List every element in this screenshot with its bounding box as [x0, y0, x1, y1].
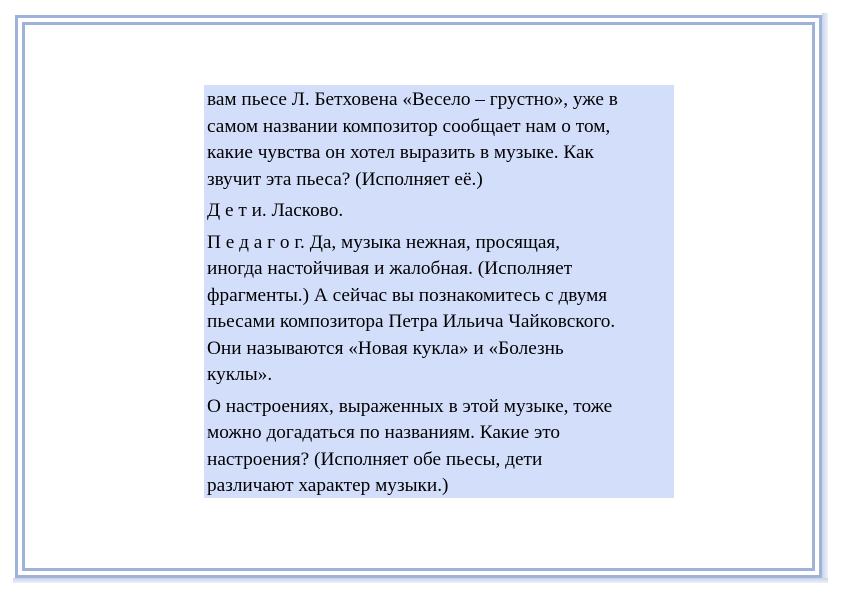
paragraph [207, 87, 671, 193]
speech-text: Ласково. [266, 200, 344, 221]
paragraph [207, 198, 671, 225]
text-line: вам пьесе Л. Бетховена «Весело – грустно», уже в [207, 89, 618, 110]
text-line: различают характер музыки.) [207, 475, 449, 496]
text-line: О настроениях, выраженных в этой музыке, тоже [207, 395, 613, 417]
text-line: самом названии композитор сообщает нам о том, [207, 115, 611, 137]
text-line: звучит эта пьеса? (Исполняет её.) [207, 168, 483, 190]
paragraph [207, 394, 671, 500]
frame-shadow [822, 13, 828, 583]
text-line: какие чувства он хотел выразить в музыке. Как [207, 142, 594, 163]
text-line: настроения? (Исполняет обе пьесы, дети [207, 448, 543, 470]
text-line: можно догадаться по названиям. Какие это [207, 422, 561, 443]
text-line: пьесами композитора Петра Ильича Чайковского. [207, 311, 616, 332]
text-line: фрагменты.) А сейчас вы познакомитесь с двумя [207, 284, 608, 306]
text-line [207, 230, 671, 257]
text-line: иногда настойчивая и жалобная. (Исполняет [207, 258, 573, 279]
text-line: Они называются «Новая кукла» и «Болезнь [207, 337, 564, 359]
paragraph [207, 230, 671, 389]
speech-text: Да, музыка нежная, просящая, [304, 231, 561, 253]
text-block [204, 85, 674, 498]
text-line [207, 198, 671, 225]
text-line: куклы». [207, 364, 273, 385]
frame-shadow [13, 578, 828, 583]
speaker-label: П е д а г о г. [207, 231, 305, 253]
speaker-label: Д е т и. [207, 200, 267, 221]
